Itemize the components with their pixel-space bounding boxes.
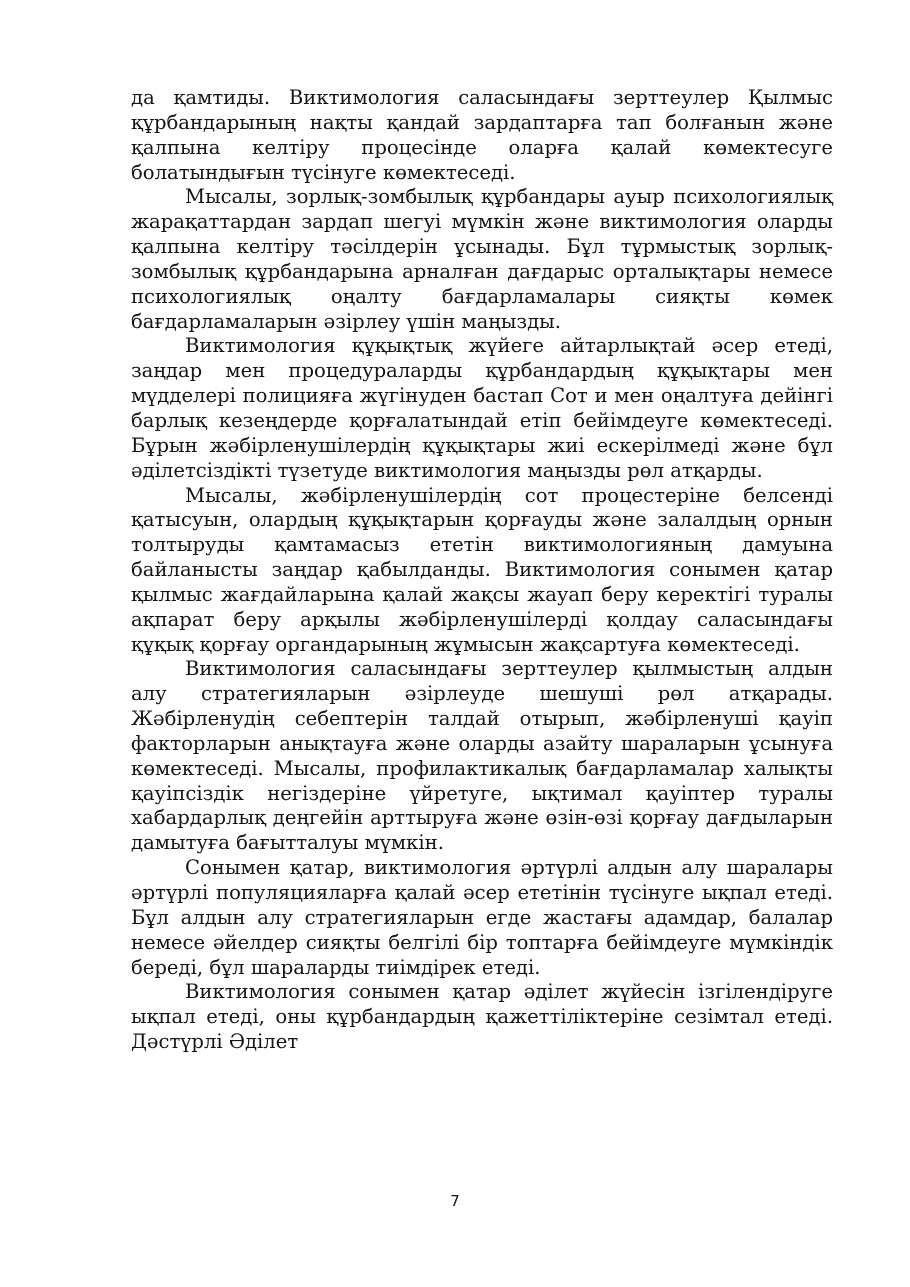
paragraph-6: Сонымен қатар, виктимология әртүрлі алдын алу шаралары әртүрлі популяцияларға қалай әсер ететінін түсінуге ықпал етеді. Бұл алдын алу стратегияларын егде жастағы адамдар, балалар немесе әйелдер сияқты белгілі бір топтарға бейімдеуге мүмкіндік береді, бұл шараларды тиімдірек етеді. xyxy=(131,856,833,979)
page-number: 7 xyxy=(450,1192,460,1210)
paragraph-2: Мысалы, зорлық-зомбылық құрбандары ауыр психологиялық жарақаттардан зардап шегуі мүмкін және виктимология оларды қалпына келтіру тәсілдерін ұсынады. Бұл тұрмыстық зорлық-зомбылық құрбандарына арналған дағдарыс орталықтары немесе психологиялық оңалту бағдарламалары сияқты көмек бағдарламаларын әзірлеу үшін маңызды. xyxy=(131,185,833,333)
paragraph-1: да қамтиды. Виктимология саласындағы зерттеулер Қылмыс құрбандарының нақты қандай зардаптарға тап болғанын және қалпына келтіру процесінде оларға қалай көмектесуге болатындығын түсінуге көмектеседі. xyxy=(131,86,833,184)
body-text xyxy=(131,86,833,1055)
paragraph-3: Виктимология құқықтық жүйеге айтарлықтай әсер етеді, заңдар мен процедураларды құрбандардың құқықтары мен мүдделері полицияға жүгінуден бастап Сот и мен оңалтуға дейінгі барлық кезеңдерде қорғалатындай етіп бейімдеуге көмектеседі. Бұрын жәбірленушілердің құқықтары жиі ескерілмеді және бұл әділетсіздікті түзетуде виктимология маңызды рөл атқарды. xyxy=(131,334,833,482)
paragraph-4: Мысалы, жәбірленушілердің сот процестеріне белсенді қатысуын, олардың құқықтарын қорғауды және залалдың орнын толтыруды қамтамасыз ететін виктимологияның дамуына байланысты заңдар қабылданды. Виктимология сонымен қатар қылмыс жағдайларына қалай жақсы жауап беру керектігі туралы ақпарат беру арқылы жәбірленушілерді қолдау саласындағы құқық қорғау органдарының жұмысын жақсартуға көмектеседі. xyxy=(131,483,833,656)
paragraph-5: Виктимология саласындағы зерттеулер қылмыстың алдын алу стратегияларын әзірлеуде шешуші рөл атқарады. Жәбірленудің себептерін талдай отырып, жәбірленуші қауіп факторларын анықтауға және оларды азайту шараларын ұсынуға көмектеседі. Мысалы, профилактикалық бағдарламалар халықты қауіпсіздік негіздеріне үйретуге, ықтимал қауіптер туралы хабардарлық деңгейін арттыруға және өзін-өзі қорғау дағдыларын дамытуға бағытталуы мүмкін. xyxy=(131,657,833,855)
paragraph-7: Виктимология сонымен қатар әділет жүйесін ізгілендіруге ықпал етеді, оны құрбандардың қажеттіліктеріне сезімтал етеді. Дәстүрлі Әділет xyxy=(131,980,833,1054)
